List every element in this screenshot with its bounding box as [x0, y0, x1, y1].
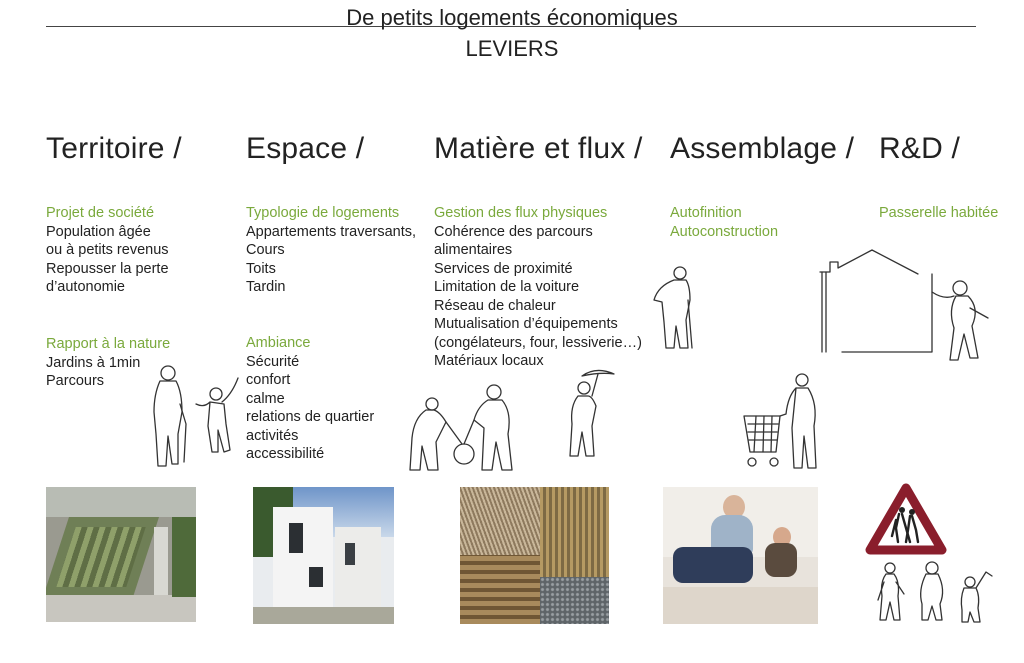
list-item: d’autonomie — [46, 279, 125, 295]
column-title-matiere: Matière et flux / — [434, 132, 643, 165]
group-assemblage — [670, 204, 778, 241]
materials-collage-photo — [460, 487, 609, 624]
list-item: Mutualisation d’équipements — [434, 316, 618, 332]
elderly-man-child-silhouette — [146, 364, 246, 472]
list-item: (congélateurs, four, lessiverie…) — [434, 334, 642, 351]
children-silhouette — [876, 560, 996, 624]
list-item: alimentaires — [434, 242, 513, 258]
list-item: Appartements traversants, — [246, 223, 417, 240]
page-subtitle: LEVIERS — [465, 36, 559, 61]
list-item: calme — [246, 390, 285, 407]
group-heading: Autoconstruction — [670, 223, 779, 240]
group-heading: Ambiance — [246, 335, 311, 351]
column-title-rd: R&D / — [879, 132, 961, 165]
page-title: De petits logements économiques — [346, 5, 678, 30]
group-ambiance — [246, 334, 374, 464]
group-heading: Gestion des flux physiques — [434, 205, 608, 221]
people-gardening-silhouette — [406, 382, 526, 474]
list-item: Limitation de la voiture — [434, 279, 580, 295]
aerial-garden-photo — [46, 487, 196, 622]
list-item: Sécurité — [246, 353, 300, 370]
list-item: Cours — [246, 242, 285, 258]
column-title-assemblage: Assemblage / — [670, 132, 855, 165]
list-item: Repousser la perte — [46, 260, 169, 277]
group-heading: Autofinition — [670, 205, 742, 221]
group-projet-societe — [46, 204, 169, 297]
list-item: accessibilité — [246, 446, 325, 462]
list-item: activités — [246, 427, 299, 444]
group-heading: Passerelle habitée — [879, 205, 999, 221]
list-item: Parcours — [46, 373, 105, 389]
list-item: Tardin — [246, 279, 286, 295]
group-gestion-flux — [434, 204, 642, 371]
group-heading: Rapport à la nature — [46, 336, 171, 352]
column-title-espace: Espace / — [246, 132, 365, 165]
group-heading: Projet de société — [46, 205, 155, 221]
list-item: Toits — [246, 260, 276, 277]
group-rd — [879, 204, 998, 223]
shopping-cart-silhouette — [740, 372, 822, 472]
person-umbrella-silhouette — [560, 366, 620, 460]
list-item: ou à petits revenus — [46, 242, 169, 258]
list-item: Matériaux locaux — [434, 353, 544, 369]
list-item: Cohérence des parcours — [434, 223, 593, 240]
group-typologie — [246, 204, 416, 297]
list-item: Population âgée — [46, 223, 151, 240]
elderly-crossing-sign — [866, 484, 946, 556]
list-item: Services de proximité — [434, 260, 573, 277]
white-houses-photo — [253, 487, 394, 624]
list-item: Réseau de chaleur — [434, 297, 556, 314]
house-outline-person-silhouette — [818, 248, 998, 368]
grandfather-child-beach-photo — [663, 487, 818, 624]
column-title-territoire: Territoire / — [46, 132, 182, 165]
list-item: Jardins à 1min — [46, 354, 141, 371]
bent-elderly-silhouette — [650, 264, 702, 354]
group-heading: Typologie de logements — [246, 205, 400, 221]
list-item: relations de quartier — [246, 409, 375, 425]
list-item: confort — [246, 372, 291, 388]
